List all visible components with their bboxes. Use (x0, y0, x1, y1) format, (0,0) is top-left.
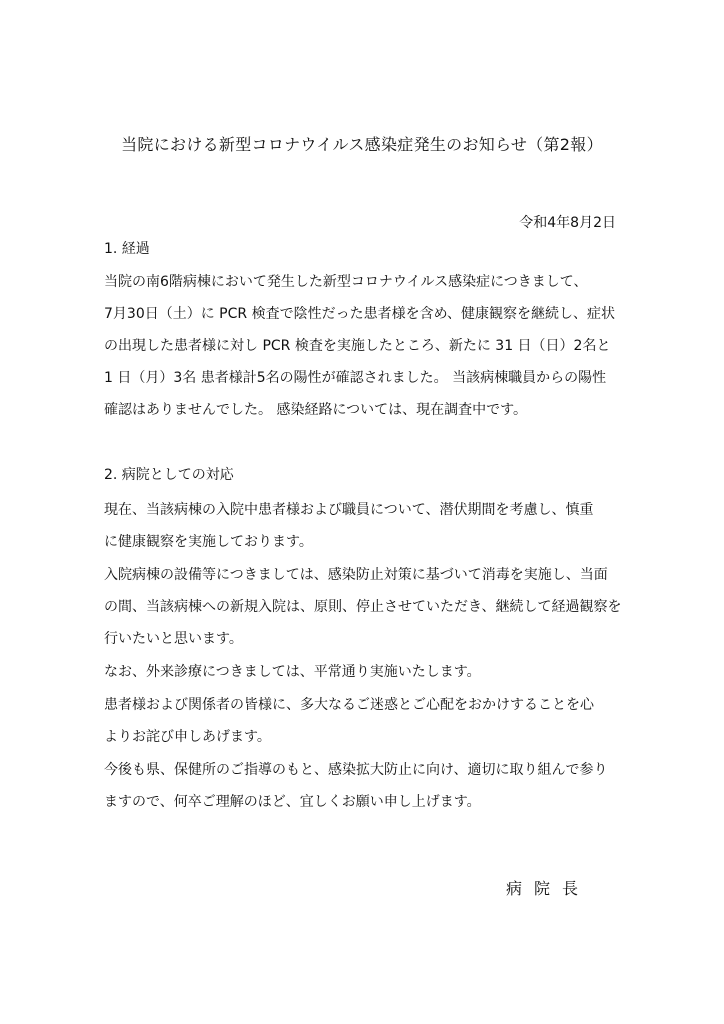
section-2-line: よりお詫び申しあげます。 (104, 729, 271, 745)
section-1-line: の出現した患者様に対し PCR 検査を実施したところ、新たに 31 日（日）2名と (104, 338, 611, 354)
document-date: 令和4年8月2日 (519, 215, 616, 231)
section-1-line: 当院の南6階病棟において発生した新型コロナウイルス感染症につきまして、 (104, 274, 588, 290)
section-2-line: に健康観察を実施しております。 (104, 534, 313, 550)
section-1-line: 確認はありませんでした。 感染経路については、現在調査中です。 (104, 402, 528, 418)
section-1-line: 1 日（月）3名 患者様計5名の陽性が確認されました。 当該病棟職員からの陽性 (104, 370, 607, 386)
section-2-heading: 2. 病院としての対応 (104, 467, 234, 483)
section-2-line: ますので、何卒ご理解のほど、宜しくお願い申し上げます。 (104, 794, 481, 810)
section-2-line: なお、外来診療につきましては、平常通り実施いたします。 (104, 664, 481, 680)
section-2-line: 行いたいと思います。 (104, 631, 243, 647)
section-2-line: 現在、当該病棟の入院中患者様および職員について、潜伏期間を考慮し、慎重 (104, 502, 594, 518)
document-title: 当院における新型コロナウイルス感染症発生のお知らせ（第2報） (121, 135, 603, 154)
section-1-heading: 1. 経過 (104, 241, 150, 257)
section-2-line: 患者様および関係者の皆様に、多大なるご迷惑とご心配をおかけすることを心 (104, 697, 594, 713)
signature: 病院長 (506, 879, 591, 898)
section-1-line: 7月30日（土）に PCR 検査で陰性だった患者様を含め、健康観察を継続し、症状 (104, 306, 616, 322)
section-2-line: 入院病棟の設備等につきましては、感染防止対策に基づいて消毒を実施し、当面 (104, 567, 608, 583)
section-2-line: の間、当該病棟への新規入院は、原則、停止させていただき、継続して経過観察を (104, 599, 622, 615)
section-2-line: 今後も県、保健所のご指導のもと、感染拡大防止に向け、適切に取り組んで参り (104, 762, 608, 778)
